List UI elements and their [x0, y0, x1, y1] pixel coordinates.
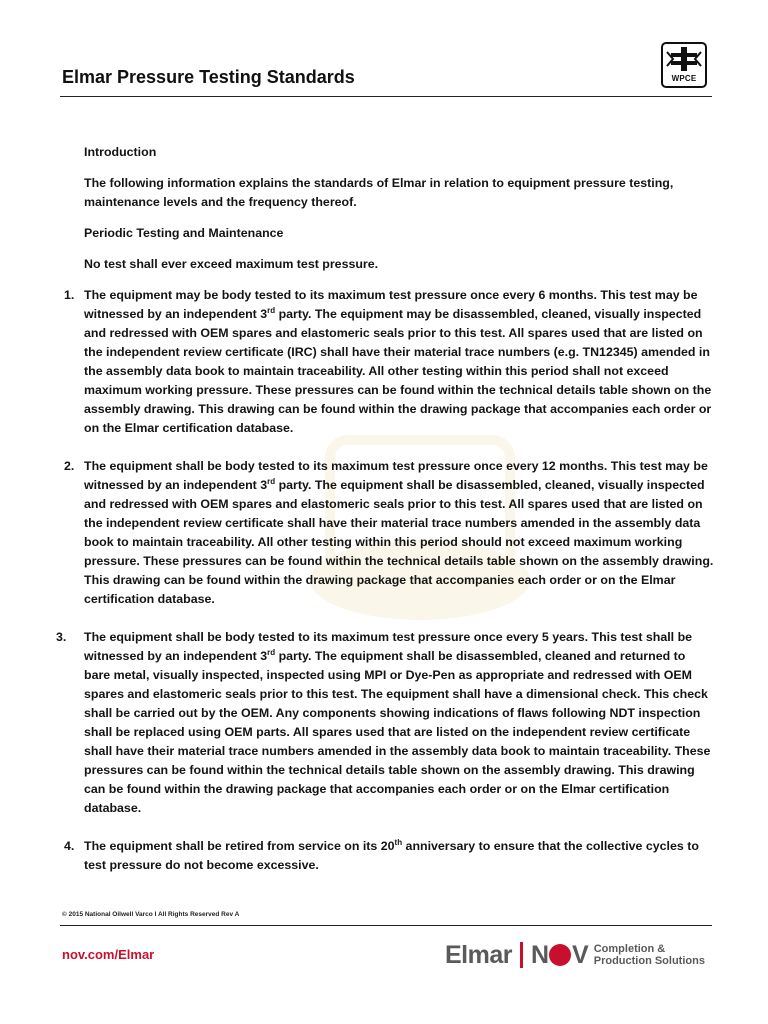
list-item-text: anniversary to ensure that the collective cycles to test pressure do not become excessive. — [84, 839, 699, 872]
superscript: th — [394, 837, 403, 847]
brand-subtitle — [594, 943, 705, 967]
footer-divider — [60, 925, 712, 926]
footer-link[interactable]: nov.com/Elmar — [62, 947, 155, 962]
list-item-text: party. The equipment shall be disassembled, cleaned, visually inspected and redressed with OEM spares and elastomeric seals prior to this test. All spares used that are listed on the independent review certificate shall have their material trace numbers amended in the assembly data book to maintain traceability. All other testing within this period should not exceed maximum working pressure. These pressures can be found within the technical details table shown on the assembly drawing. This drawing can be found within the drawing package that accompanies each order or on the Elmar certification database. — [84, 478, 714, 606]
brand-subtitle-line: Completion & — [593, 943, 666, 955]
list-item-number: 4. — [64, 839, 75, 853]
intro-heading: Introduction — [84, 145, 157, 159]
document-body — [56, 143, 714, 894]
list-item-text: The equipment shall be body tested to its maximum test pressure once every 5 years. This test shall be witnessed by an independent 3 — [84, 630, 693, 663]
periodic-note: No test shall ever exceed maximum test pressure. — [84, 257, 379, 271]
page-title: Elmar Pressure Testing Standards — [62, 67, 355, 87]
nov-o-circle-icon — [549, 944, 571, 966]
list-item-number: 1. — [64, 288, 75, 302]
superscript: rd — [267, 647, 276, 657]
list-item-number: 2. — [64, 459, 75, 473]
nov-brand-logo — [531, 941, 588, 970]
elmar-brand-text: Elmar — [445, 940, 512, 969]
copyright-notice: © 2015 National Oilwell Varco I All Rights Reserved Rev A — [62, 911, 240, 918]
testing-requirements-list — [56, 286, 714, 875]
periodic-heading: Periodic Testing and Maintenance — [84, 226, 284, 240]
superscript: rd — [267, 305, 276, 315]
superscript: rd — [267, 476, 276, 486]
list-item-text: The equipment may be body tested to its maximum test pressure once every 6 months. This test may be witnessed by an independent 3 — [84, 288, 698, 321]
header-divider — [60, 96, 712, 97]
list-item — [64, 837, 714, 875]
brand-subtitle-line: Production Solutions — [593, 955, 705, 967]
list-item-text: party. The equipment shall be disassembled, cleaned and returned to bare metal, visually inspected, inspected using MPI or Dye-Pen as appropriate and redressed with OEM spares and elastomeric seals prior to this test. The equipment shall have a dimensional check. This check shall be carried out by the OEM. Any components showing indications of flaws following NDT inspection shall be replaced using OEM parts. All spares used that are listed on the independent review certificate shall have their material trace numbers amended in the assembly data book to maintain traceability. These pressures can be found within the technical details table shown on the assembly drawing. This drawing can be found within the drawing package that accompanies each order or on the Elmar certification database. — [84, 649, 711, 815]
list-item — [56, 628, 714, 818]
intro-text: The following information explains the standards of Elmar in relation to equipment pressure testing, maintenance levels and the frequency thereof. — [84, 176, 674, 209]
list-item — [64, 457, 714, 609]
wpce-emblem-icon — [663, 44, 705, 74]
list-item-text: The equipment shall be retired from service on its 20 — [84, 839, 395, 853]
nov-brand-letter: N — [530, 940, 549, 969]
wpce-logo-text: WPCE — [671, 74, 697, 83]
wpce-logo — [661, 42, 707, 88]
brand-separator — [520, 942, 523, 968]
footer-brand-logo — [445, 940, 705, 970]
list-item-text: party. The equipment may be disassembled, cleaned, visually inspected and redressed with OEM spares and elastomeric seals prior to this test. All spares used that are listed on the independent review certificate (IRC) shall have their material trace numbers (e.g. TN12345) amended in the assembly data book to maintain traceability. All other testing within this period shall not exceed maximum working pressure. These pressures can be found within the technical details table shown on the assembly drawing. This drawing can be found within the drawing package that accompanies each order or on the Elmar certification database. — [84, 307, 712, 435]
list-item-text: The equipment shall be body tested to its maximum test pressure once every 12 months. This test may be witnessed by an independent 3 — [84, 459, 708, 492]
list-item-number: 3. — [56, 630, 67, 644]
nov-brand-letter: V — [572, 940, 588, 969]
list-item — [64, 286, 714, 438]
